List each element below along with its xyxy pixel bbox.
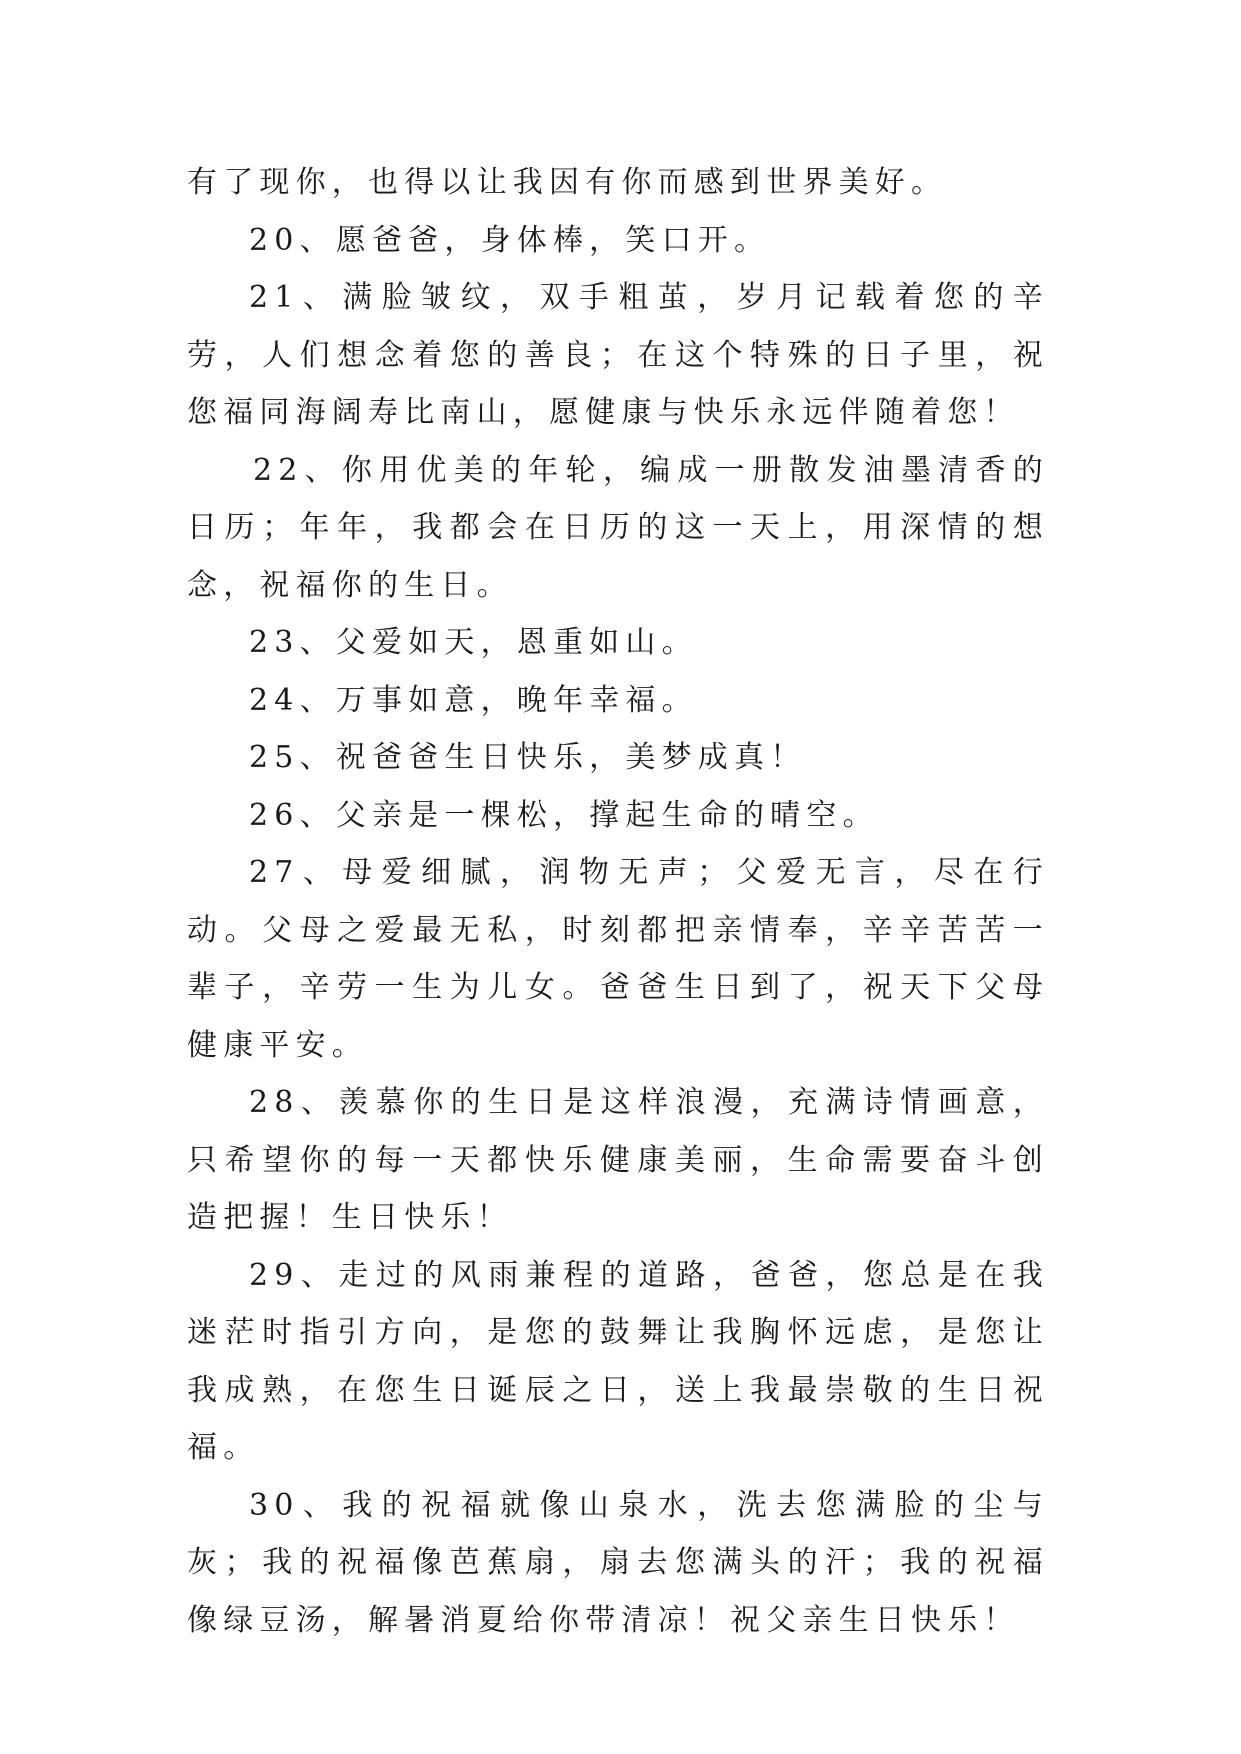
paragraph-24: 24、万事如意，晚年幸福。 bbox=[249, 682, 698, 718]
paragraph-25: 25、祝爸爸生日快乐，美梦成真！ bbox=[249, 740, 807, 775]
paragraph-19-continuation: 有了现你，也得以让我因有你而感到世界美好。 bbox=[187, 165, 948, 200]
paragraph-28: 28、羡慕你的生日是这样浪漫，充满诗情画意，只希望你的每一天都快乐健康美丽，生命需要奋斗创造把握！生日快乐！ bbox=[187, 1085, 1049, 1235]
paragraph-30: 30、我的祝福就像山泉水，洗去您满脸的尘与灰；我的祝福像芭蕉扇，扇去您满头的汗；我的祝福像绿豆汤，解暑消夏给你带清凉！祝父亲生日快乐！ bbox=[187, 1487, 1049, 1638]
paragraph-22: 22、你用优美的年轮，编成一册散发油墨清香的日历；年年，我都会在日历的这一天上，用深情的想念，祝福你的生日。 bbox=[187, 452, 1049, 603]
paragraph-20: 20、愿爸爸，身体棒，笑口开。 bbox=[249, 222, 771, 258]
paragraph-27: 27、母爱细腻，润物无声；父爱无言，尽在行动。父母之爱最无私，时刻都把亲情奉，辛辛苦苦一辈子，辛劳一生为儿女。爸爸生日到了，祝天下父母健康平安。 bbox=[187, 855, 1049, 1063]
document-body bbox=[187, 154, 1049, 1649]
paragraph-29: 29、走过的风雨兼程的道路，爸爸，您总是在我迷茫时指引方向，是您的鼓舞让我胸怀远虑，是您让我成熟，在您生日诞辰之日，送上我最崇敬的生日祝福。 bbox=[187, 1257, 1049, 1465]
paragraph-23: 23、父爱如天，恩重如山。 bbox=[249, 625, 698, 660]
paragraph-21: 21、满脸皱纹，双手粗茧，岁月记载着您的辛劳，人们想念着您的善良；在这个特殊的日子里，祝您福同海阔寿比南山，愿健康与快乐永远伴随着您！ bbox=[187, 280, 1049, 430]
paragraph-26: 26、父亲是一棵松，撑起生命的晴空。 bbox=[249, 797, 879, 833]
